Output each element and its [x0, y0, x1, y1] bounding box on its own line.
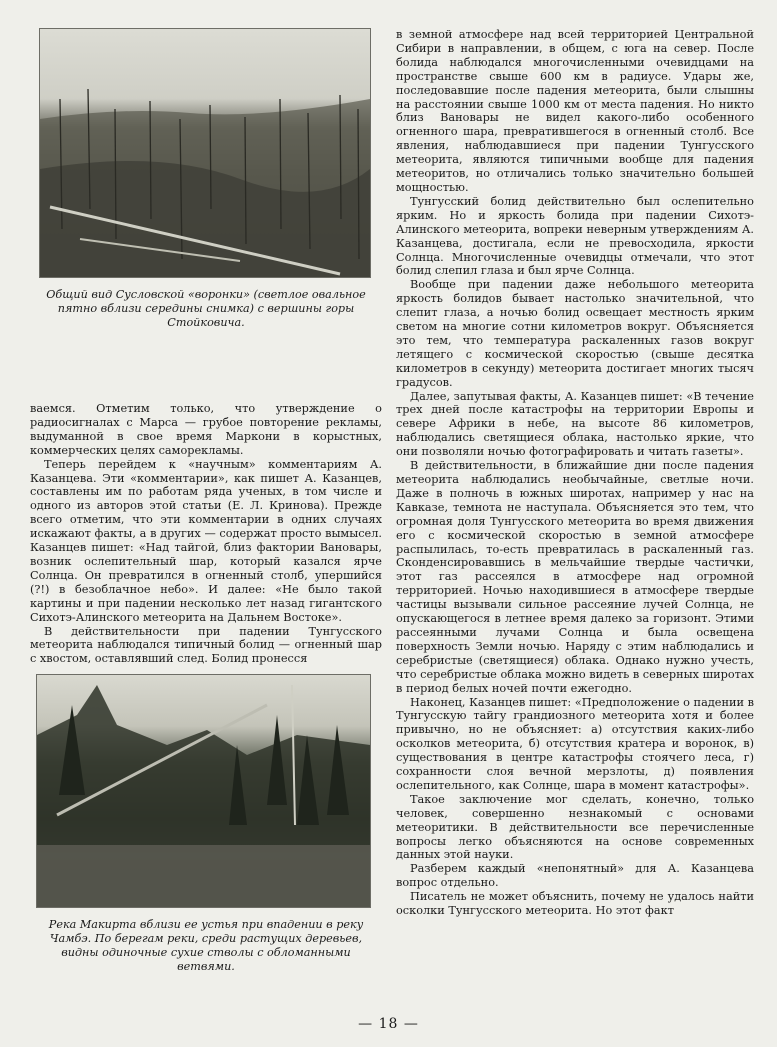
- paragraph: Писатель не может объяснить, почему не удалось найти осколки Тунгусского метеорита. Но этот факт: [396, 890, 754, 918]
- paragraph: Далее, запутывая факты, А. Казанцев пишет: «В течение трех дней после катастрофы на территории Европы и севере Африки в небе, на высоте 86 километров, наблюдались светящиеся облака, настолько яркие, что они позволяли ночью фотографировать и читать газеты».: [396, 389, 754, 459]
- paragraph: ваемся. Отметим только, что утверждение о радиосигналах с Марса — грубое повторение рекламы, выдуманной в свое время Маркони в корыстных, коммерческих целях саморекламы.: [30, 402, 382, 457]
- forest-photo-graphic: [40, 29, 370, 277]
- left-column: [30, 28, 382, 974]
- river-photo-graphic: [37, 675, 370, 907]
- right-column: [396, 28, 754, 918]
- paragraph: В действительности при падении Тунгусского метеорита наблюдался типичный болид — огненный шар с хвостом, оставлявший след. Болид пронесся: [30, 624, 382, 666]
- photo-makirta-river: [36, 674, 371, 908]
- photo2-caption: Река Макирта вблизи ее устья при впадении в реку Чамбэ. По берегам реки, среди растущих деревьев, видны одиночные сухие стволы с обломанными ветвями.: [48, 918, 364, 974]
- photo-suslov-funnel: [39, 28, 371, 278]
- paragraph: Теперь перейдем к «научным» комментариям А. Казанцева. Эти «комментарии», как пишет А. Казанцев, составлены им по работам ряда ученых, в том числе и одного из авторов этой статьи (Е. Л. Кринова). Прежде всего отметим, что эти комментарии в одних случаях искажают факты, а в других — содержат просто вымысел. Казанцев пишет: «Над тайгой, близ фактории Вановары, возник ослепительный шар, который казался ярче Солнца. Он превратился в огненный столб, упершийся (?!) в безоблачное небо». И далее: «Не было такой картины и при падении несколько лет назад гигантского Сихотэ-Алинского метеорита на Дальнем Востоке».: [30, 457, 382, 624]
- paragraph: Наконец, Казанцев пишет: «Предположение о падении в Тунгусскую тайгу грандиозного метеорита хотя и более привычно, но не объясняет: а) отсутствия каких-либо осколков метеорита, б) отсутствия кратера и воронок, в) существования в центре катастрофы стоячего леса, г) сохранности слоя вечной мерзлоты, д) появления ослепительного, как Солнце, шара в момент катастрофы».: [396, 695, 755, 792]
- paragraph: в земной атмосфере над всей территорией Центральной Сибири в направлении, в общем, с юга на север. После болида наблюдался многочисленными очевидцами на пространстве свыше 600 км в радиусе. Удары же, последовавшие после падения метеорита, были слышны на расстоянии свыше 1000 км от места падения. Но никто близ Вановары не видел какого-либо особенного огненного шара, превратившегося в огненный столб. Все явления, наблюдавшиеся при падении Тунгусского метеорита, являются типичными вообще для падения метеоритов, но отличались только значительно большей мощностью.: [396, 28, 754, 194]
- paragraph: Тунгусский болид действительно был ослепительно ярким. Но и яркость болида при падении Сихотэ-Алинского метеорита, вопреки неверным утверждениям А. Казанцева, достигала, если не превосходила, яркости Солнца. Многочисленные очевидцы отмечали, что этот болид слепил глаза и был ярче Солнца.: [396, 194, 754, 278]
- paragraph: Такое заключение мог сделать, конечно, только человек, совершенно незнакомый с основами метеоритики. В действительности все перечисленные вопросы легко объясняются на основе современных данных этой науки.: [396, 792, 754, 862]
- paragraph: Разберем каждый «непонятный» для А. Казанцева вопрос отдельно.: [396, 862, 754, 890]
- paragraph: Вообще при падении даже небольшого метеорита яркость болидов бывает настолько значительной, что слепит глаза, а ночью болид освещает местность ярким светом на многие сотни километров вокруг. Объясняется это тем, что температура раскаленных газов вокруг летящего с космической скоростью (свыше десятка километров в секунду) метеорита достигает многих тысяч градусов.: [396, 278, 754, 389]
- photo1-caption: Общий вид Сусловской «воронки» (светлое овальное пятно вблизи середины снимка) с вершины горы Стойковича.: [46, 288, 366, 329]
- page-number: — 18 —: [358, 1016, 419, 1032]
- paragraph: В действительности, в ближайшие дни после падения метеорита наблюдались необычайные, светлые ночи. Даже в полночь в южных широтах, например у нас на Кавказе, темнота не наступала. Объясняется это тем, что огромная доля Тунгусского метеорита во время движения его с космической скоростью в земной атмосфере распылилась, то-есть превратилась в раскаленный газ. Сконденсировавшись в мельчайшие твердые частички, этот газ рассеялся в атмосфере над огромной территорией. Ночью находившиеся в атмосфере твердые частицы вызывали сильное рассеяние лучей Солнца, не опускающегося в летнее время далеко за горизонт. Этими рассеянными лучами Солнца и была освещена поверхность Земли ночью. Наряду с этим наблюдались и серебристые (светящиеся) облака. Однако нужно учесть, что серебристые облака можно видеть в северных широтах в период белых ночей почти ежегодно.: [396, 459, 754, 695]
